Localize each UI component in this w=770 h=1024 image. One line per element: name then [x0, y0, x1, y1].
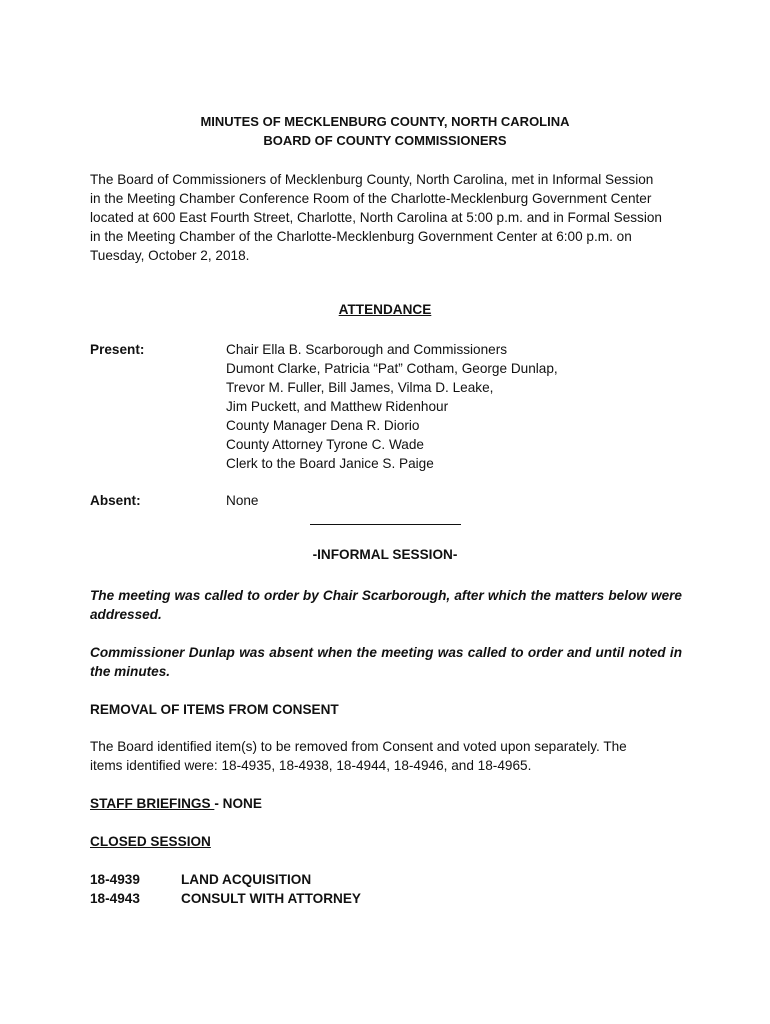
absence-note: Commissioner Dunlap was absent when the meeting was called to order and until noted in the minutes. [90, 645, 682, 679]
header-title-line2: BOARD OF COUNTY COMMISSIONERS [263, 133, 507, 148]
section-divider [310, 524, 461, 525]
closed-session-heading: CLOSED SESSION [90, 834, 211, 849]
intro-line: The Board of Commissioners of Mecklenburg County, North Carolina, met in Informal Session [90, 172, 654, 187]
removal-line: The Board identified item(s) to be removed from Consent and voted upon separately. The [90, 739, 627, 754]
staff-briefings-title: STAFF BRIEFINGS [90, 796, 215, 811]
staff-briefings-heading [90, 794, 262, 813]
item-title: LAND ACQUISITION [181, 872, 312, 887]
document-header [0, 112, 770, 150]
item-title: CONSULT WITH ATTORNEY [181, 891, 361, 906]
present-line: Dumont Clarke, Patricia “Pat” Cotham, George Dunlap, [226, 361, 558, 376]
header-title-line1: MINUTES OF MECKLENBURG COUNTY, NORTH CAROLINA [200, 114, 570, 129]
absent-label: Absent: [90, 493, 141, 508]
present-line: Jim Puckett, and Matthew Ridenhour [226, 399, 449, 414]
closed-session-item [90, 889, 361, 908]
intro-line: in the Meeting Chamber of the Charlotte-Mecklenburg Government Center at 6:00 p.m. on [90, 229, 632, 244]
present-line: Clerk to the Board Janice S. Paige [226, 456, 434, 471]
present-line: County Attorney Tyrone C. Wade [226, 437, 424, 452]
absent-value: None [226, 493, 259, 508]
present-line: Trevor M. Fuller, Bill James, Vilma D. Leake, [226, 380, 494, 395]
intro-paragraph [90, 170, 690, 265]
call-to-order-note: The meeting was called to order by Chair Scarborough, after which the matters below were addressed. [90, 588, 682, 622]
item-number: 18-4939 [90, 872, 140, 887]
attendance-heading: ATTENDANCE [338, 302, 432, 317]
removal-paragraph [90, 737, 690, 775]
staff-briefings-status: - NONE [214, 796, 262, 811]
intro-line: located at 600 East Fourth Street, Charlotte, North Carolina at 5:00 p.m. and in Formal Session [90, 210, 662, 225]
present-line: County Manager Dena R. Diorio [226, 418, 420, 433]
removal-line: items identified were: 18-4935, 18-4938, 18-4944, 18-4946, and 18-4965. [90, 758, 532, 773]
intro-line: Tuesday, October 2, 2018. [90, 248, 250, 263]
intro-line: in the Meeting Chamber Conference Room of the Charlotte-Mecklenburg Government Center [90, 191, 652, 206]
item-number: 18-4943 [90, 891, 140, 906]
removal-heading: REMOVAL OF ITEMS FROM CONSENT [90, 702, 339, 717]
present-list [226, 340, 558, 473]
closed-session-item [90, 870, 311, 889]
present-line: Chair Ella B. Scarborough and Commissioners [226, 342, 508, 357]
present-label: Present: [90, 342, 145, 357]
informal-session-heading: -INFORMAL SESSION- [312, 547, 458, 562]
